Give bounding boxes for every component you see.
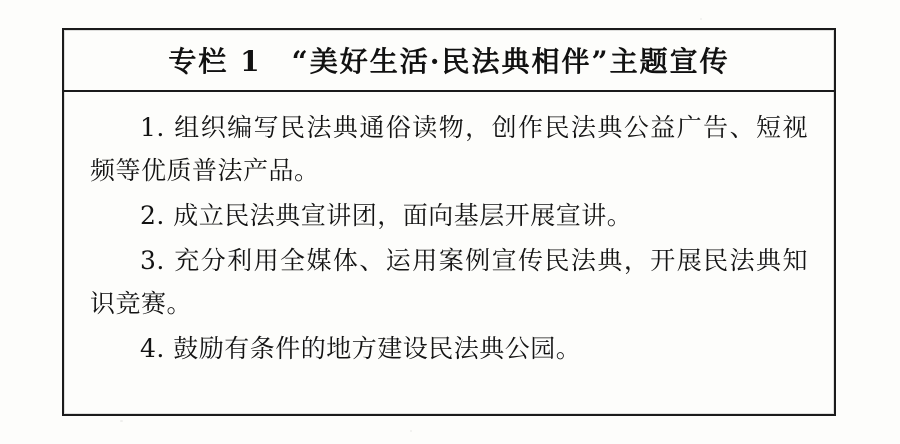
list-item: 3. 充分利用全媒体、运用案例宣传民法典，开展民法典知识竞赛。 (90, 246, 808, 318)
list-item: 4. 鼓励有条件的地方建设民法典公园。 (140, 334, 582, 363)
callout-title-row (64, 30, 834, 92)
scan-speckle (410, 430, 412, 432)
list-item: 2. 成立民法典宣讲团，面向基层开展宣讲。 (140, 201, 633, 230)
callout-body (64, 92, 834, 416)
scan-speckle (120, 420, 123, 422)
callout-title: 专栏 1 “美好生活·民法典相伴”主题宣传 (168, 45, 730, 78)
scan-speckle (700, 18, 702, 20)
callout-box (62, 28, 836, 416)
list-item: 1. 组织编写民法典通俗读物，创作民法典公益广告、短视频等优质普法产品。 (90, 113, 808, 185)
